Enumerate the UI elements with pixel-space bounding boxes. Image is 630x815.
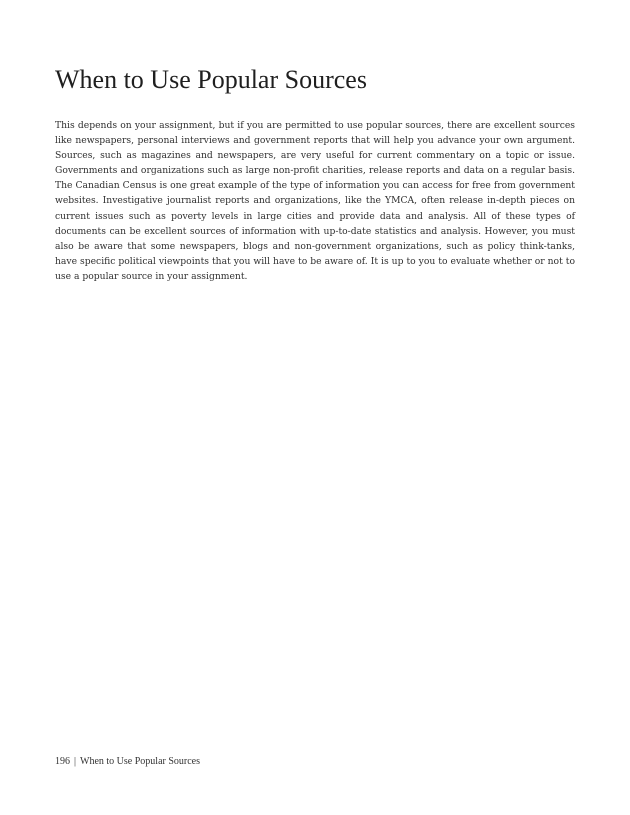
footer-separator: | bbox=[74, 756, 77, 767]
page-footer bbox=[55, 755, 200, 769]
page-title: When to Use Popular Sources bbox=[55, 65, 367, 94]
page-number: 196 bbox=[55, 756, 70, 767]
running-title: When to Use Popular Sources bbox=[80, 756, 200, 767]
body-paragraph: This depends on your assignment, but if you are permitted to use popular sources, there are excellent sources like newspapers, personal interviews and government reports that will help you advance your own argument. Sources, such as magazines and newspapers, are very useful for current commentary on a topic or issue. Governments and organizations such as large non-profit charities, release reports and data on a regular basis. The Canadian Census is one great example of the type of information you can access for free from government websites. Investigative journalist reports and organizations, like the YMCA, often release in-depth pieces on current issues such as poverty levels in large cities and provide data and analysis. All of these types of documents can be excellent sources of information with up-to-date statistics and analysis. However, you must also be aware that some newspapers, blogs and non-government organizations, such as policy think-tanks, have specific political viewpoints that you will have to be aware of. It is up to you to evaluate whether or not to use a popular source in your assignment. bbox=[55, 120, 575, 282]
